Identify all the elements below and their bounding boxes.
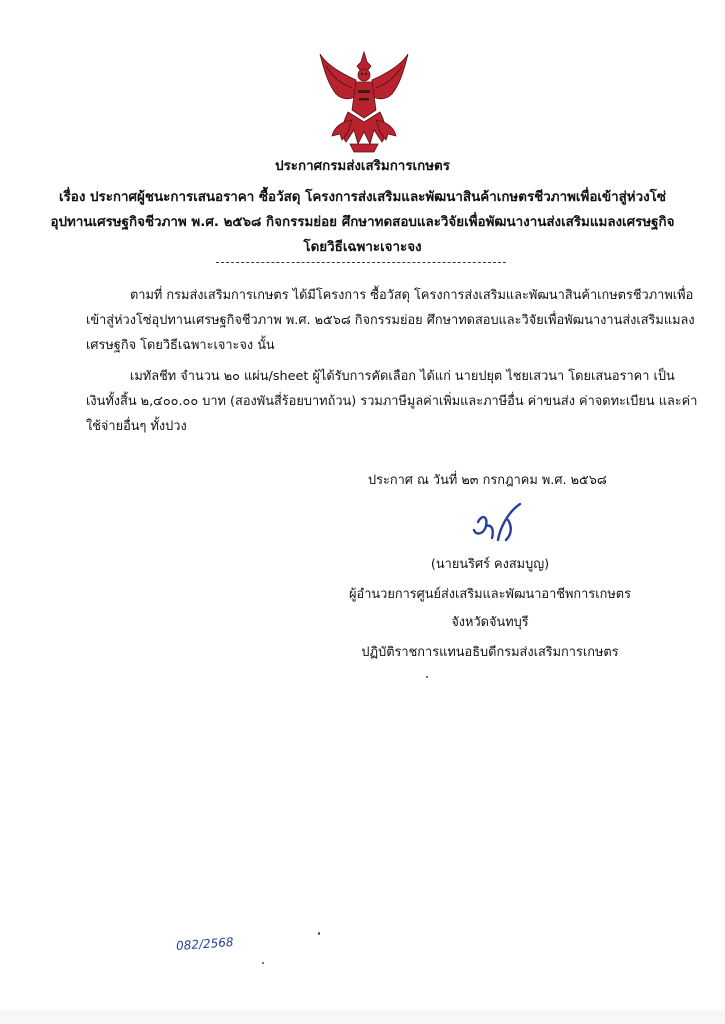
paragraph-line: ตามที่ กรมส่งเสริมการเกษตร ได้มีโครงการ ซื้อวัสดุ โครงการส่งเสริมและพัฒนาสินค้าเกษตรชีวภาพเพื่อ xyxy=(130,288,694,303)
handwritten-document-number: 082/2568 xyxy=(175,935,234,953)
paragraph-line: เศรษฐกิจ โดยวิธีเฉพาะเจาะจง นั้น xyxy=(86,338,275,353)
paragraph-line: เมทัลชีท จำนวน ๒๐ แผ่น/sheet ผู้ได้รับการคัดเลือก ได้แก่ นายปยุต ไชยเสวนา โดยเสนอราคา เป็น xyxy=(130,369,675,384)
announcement-date: ประกาศ ณ วันที่ ๒๓ กรกฎาคม พ.ศ. ๒๕๖๘ xyxy=(368,473,607,488)
scan-speck xyxy=(318,932,320,935)
scan-speck xyxy=(262,962,264,964)
paragraph-line: เข้าสู่ห่วงโซ่อุปทานเศรษฐกิจชีวภาพ พ.ศ. ๒๕๖๘ กิจกรรมย่อย ศึกษาทดสอบและวิจัยเพื่อพัฒนางานส่งเสริมแมลง xyxy=(86,313,695,328)
subject-line: เรื่อง ประกาศผู้ชนะการเสนอราคา ซื้อวัสดุ โครงการส่งเสริมและพัฒนาสินค้าเกษตรชีวภาพเพื่อเข้าสู่ห่วงโซ่ xyxy=(59,190,666,205)
paragraph-line: เงินทั้งสิ้น ๒,๔๐๐.๐๐ บาท (สองพันสี่ร้อยบาทถ้วน) รวมภาษีมูลค่าเพิ่มและภาษีอื่น ค่าขนส่ง ค่าจดทะเบียน และค่า xyxy=(86,394,698,409)
paragraph-line: ใช้จ่ายอื่นๆ ทั้งปวง xyxy=(86,419,187,434)
scan-bottom-edge xyxy=(0,1010,725,1024)
garuda-emblem-icon xyxy=(318,50,410,154)
signatory-name: (นายนริศร์ คงสมบูญ) xyxy=(430,557,550,572)
signatory-acting-title: ปฏิบัติราชการแทนอธิบดีกรมส่งเสริมการเกษตร xyxy=(361,645,619,660)
scan-speck xyxy=(426,676,428,678)
separator-line xyxy=(216,262,506,263)
subject-line: อุปทานเศรษฐกิจชีวภาพ พ.ศ. ๒๕๖๘ กิจกรรมย่อย ศึกษาทดสอบและวิจัยเพื่อพัฒนางานส่งเสริมแมลงเศรษฐกิจ xyxy=(50,215,675,230)
signatory-position: ผู้อำนวยการศูนย์ส่งเสริมและพัฒนาอาชีพการเกษตร xyxy=(349,587,631,602)
signatory-province: จังหวัดจันทบุรี xyxy=(451,615,529,630)
handwritten-signature xyxy=(468,500,526,546)
document-heading: ประกาศกรมส่งเสริมการเกษตร xyxy=(275,159,450,174)
subject-line: โดยวิธีเฉพาะเจาะจง xyxy=(303,240,422,255)
